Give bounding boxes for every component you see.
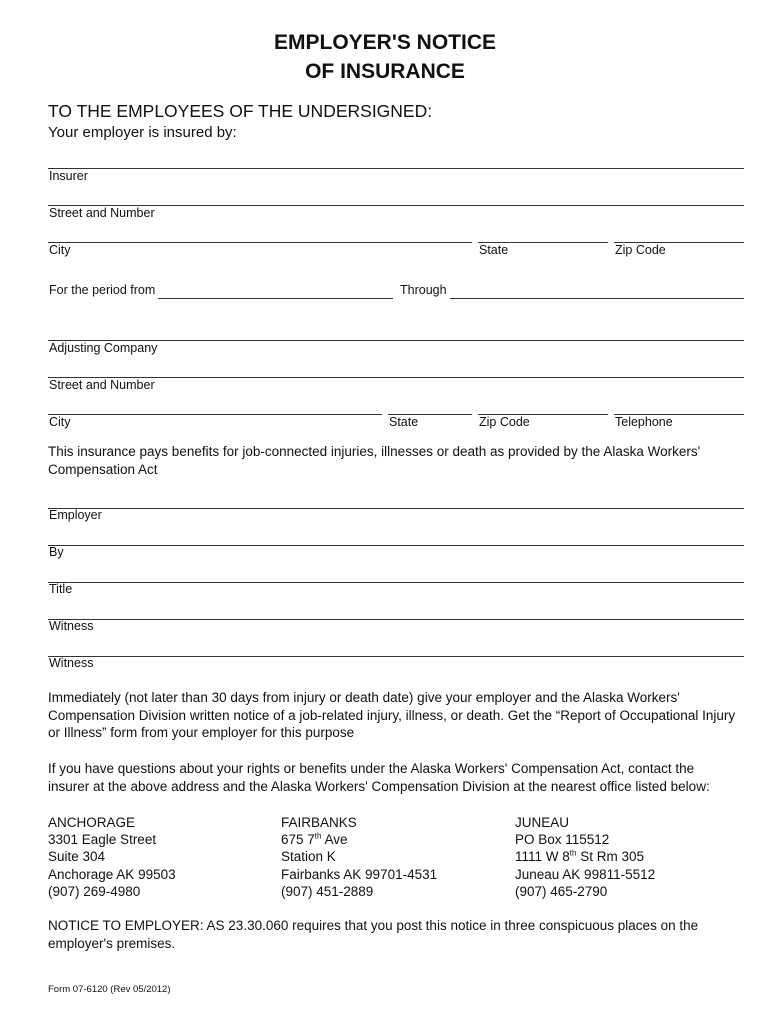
office-fairbanks-line2: Station K — [281, 849, 336, 865]
title-field[interactable] — [48, 582, 744, 583]
office-anchorage-phone: (907) 269-4980 — [48, 883, 141, 899]
employer-notice-paragraph: NOTICE TO EMPLOYER: AS 23.30.060 requires that you post this notice in three conspicuous places on the employer's premises. — [48, 918, 699, 951]
insurer-street-label: Street and Number — [49, 206, 155, 220]
questions-paragraph: If you have questions about your rights or benefits under the Alaska Workers' Compensation Act, contact the insurer at the above address and the Alaska Workers' Compensation Division at the nearest office listed below: — [48, 761, 710, 794]
office-fairbanks-line1: 675 7th Ave — [281, 831, 348, 848]
insurer-label: Insurer — [49, 169, 88, 183]
adjusting-zip-label: Zip Code — [479, 415, 530, 429]
through-label: Through — [400, 283, 447, 297]
office-juneau-line2: 1111 W 8th St Rm 305 — [515, 848, 644, 865]
page-title-line1: EMPLOYER'S NOTICE — [273, 31, 497, 54]
office-juneau-name: JUNEAU — [515, 815, 570, 830]
office-juneau-phone: (907) 465-2790 — [515, 883, 608, 899]
office-fairbanks — [281, 814, 437, 900]
witness-label-2: Witness — [49, 656, 94, 670]
office-fairbanks-phone: (907) 451-2889 — [281, 883, 374, 899]
by-label: By — [49, 545, 64, 559]
insurer-city-label: City — [49, 243, 71, 257]
by-field[interactable] — [48, 545, 744, 546]
adjusting-city-field[interactable] — [48, 414, 382, 415]
insurer-zip-label: Zip Code — [615, 243, 666, 257]
insurer-city-field[interactable] — [48, 242, 472, 243]
employer-field[interactable] — [48, 508, 744, 509]
office-juneau-line1: PO Box 115512 — [515, 832, 610, 848]
adjusting-telephone-label: Telephone — [615, 415, 673, 429]
office-anchorage-line3: Anchorage AK 99503 — [48, 866, 176, 882]
notice-paragraph: Immediately (not later than 30 days from injury or death date) give your employer and the Alaska Workers' Compensation Division written notice of a job-related injury, illness, or death. Get the “Report of Occupational Injury or Illness” form from your employer for this purpose — [48, 690, 736, 740]
adjusting-city-label: City — [49, 415, 71, 429]
office-fairbanks-line3: Fairbanks AK 99701-4531 — [281, 866, 438, 882]
insurer-field[interactable] — [48, 168, 744, 169]
page-title-line2: OF INSURANCE — [305, 60, 465, 83]
insurer-state-label: State — [479, 243, 509, 257]
benefits-paragraph: This insurance pays benefits for job-connected injuries, illnesses or death as provided by the Alaska Workers' Compensation Act — [48, 444, 701, 477]
adjusting-state-label: State — [389, 415, 419, 429]
employer-label: Employer — [49, 508, 102, 522]
period-from-field[interactable] — [158, 298, 393, 299]
office-fairbanks-name: FAIRBANKS — [281, 815, 357, 830]
witness-label-1: Witness — [49, 619, 94, 633]
through-field[interactable] — [450, 298, 744, 299]
office-anchorage-line2: Suite 304 — [48, 849, 106, 865]
form-id: Form 07-6120 (Rev 05/2012) — [48, 984, 171, 995]
adjusting-company-label: Adjusting Company — [49, 341, 158, 355]
title-label: Title — [49, 582, 73, 596]
adjusting-street-label: Street and Number — [49, 378, 155, 392]
office-anchorage-name: ANCHORAGE — [48, 815, 136, 830]
office-anchorage — [48, 814, 176, 900]
witness-field-1[interactable] — [48, 619, 744, 620]
witness-field-2[interactable] — [48, 656, 744, 657]
section-heading: TO THE EMPLOYEES OF THE UNDERSIGNED: — [48, 101, 433, 121]
period-from-label: For the period from — [49, 283, 156, 297]
office-juneau — [515, 814, 655, 900]
office-juneau-line3: Juneau AK 99811-5512 — [515, 866, 656, 882]
office-anchorage-line1: 3301 Eagle Street — [48, 832, 157, 848]
section-subheading: Your employer is insured by: — [48, 124, 237, 141]
